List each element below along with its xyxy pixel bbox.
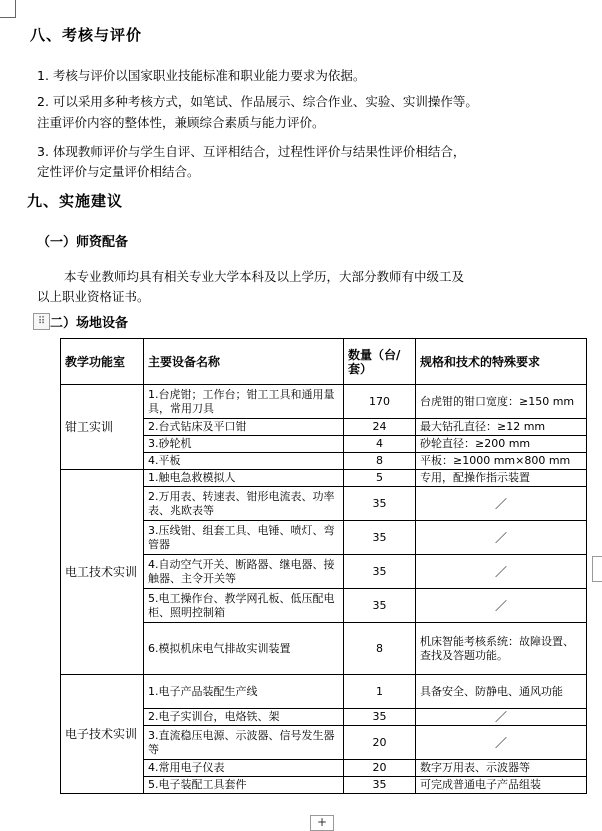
spec-cell: ／	[416, 709, 587, 726]
section-9-title: 九、实施建议	[27, 192, 124, 210]
spec-cell: 最大钻孔直径：≥12 mm	[416, 419, 587, 436]
quantity-cell: 24	[344, 419, 416, 436]
spec-cell: 数字万用表、示波器等	[416, 760, 587, 777]
header-quantity: 数量（台/套）	[344, 339, 416, 385]
equipment-name-cell: 4.平板	[144, 453, 344, 470]
paragraph-line: 1. 考核与评价以国家职业技能标准和职业能力要求为依据。	[37, 68, 366, 83]
paragraph-line: 3. 体现教师评价与学生自评、互评相结合，过程性评价与结果性评价相结合，	[37, 144, 466, 159]
quantity-cell: 20	[344, 726, 416, 760]
header-spec: 规格和技术的特殊要求	[416, 339, 587, 385]
quantity-cell: 8	[344, 453, 416, 470]
quantity-cell: 5	[344, 470, 416, 487]
quantity-cell: 20	[344, 760, 416, 777]
equipment-name-cell: 2.台式钻床及平口钳	[144, 419, 344, 436]
section-8-title: 八、考核与评价	[30, 26, 143, 44]
header-equipment: 主要设备名称	[144, 339, 344, 385]
quantity-cell: 35	[344, 777, 416, 794]
equipment-name-cell: 2.万用表、转速表、钳形电流表、功率表、兆欧表等	[144, 487, 344, 521]
equipment-name-cell: 5.电工操作台、教学网孔板、低压配电柜、照明控制箱	[144, 589, 344, 623]
quantity-cell: 170	[344, 385, 416, 419]
equipment-name-cell: 4.常用电子仪表	[144, 760, 344, 777]
quantity-cell: 1	[344, 675, 416, 709]
equipment-name-cell: 1.电子产品装配生产线	[144, 675, 344, 709]
quantity-cell: 35	[344, 709, 416, 726]
spec-cell: 具备安全、防静电、通风功能	[416, 675, 587, 709]
spec-cell: 可完成普通电子产品组装	[416, 777, 587, 794]
quantity-cell: 35	[344, 555, 416, 589]
equipment-name-cell: 1.触电急救模拟人	[144, 470, 344, 487]
spec-cell: 机床智能考核系统：故障设置、查找及答题功能。	[416, 623, 587, 675]
equipment-name-cell: 6.模拟机床电气排故实训装置	[144, 623, 344, 675]
table-row	[61, 385, 587, 419]
paragraph-line: 2. 可以采用多种考核方式，如笔试、作品展示、综合作业、实验、实训操作等。	[37, 94, 478, 109]
spec-cell: ／	[416, 487, 587, 521]
equipment-name-cell: 3.压线钳、组套工具、电锤、喷灯、弯管器	[144, 521, 344, 555]
corner-mark	[0, 17, 16, 18]
room-cell: 钳工实训	[61, 385, 144, 470]
paragraph-line: 注重评价内容的整体性，兼顾综合素质与能力评价。	[37, 115, 325, 130]
table-row	[61, 675, 587, 709]
quantity-cell: 35	[344, 487, 416, 521]
header-room: 教学功能室	[61, 339, 144, 385]
room-cell: 电工技术实训	[61, 470, 144, 675]
equipment-name-cell: 3.直流稳压电源、示波器、信号发生器等	[144, 726, 344, 760]
quantity-cell: 4	[344, 436, 416, 453]
room-cell: 电子技术实训	[61, 675, 144, 794]
spec-cell: ／	[416, 521, 587, 555]
spec-cell: 专用，配操作指示装置	[416, 470, 587, 487]
quantity-cell: 8	[344, 623, 416, 675]
quantity-cell: 35	[344, 589, 416, 623]
equipment-name-cell: 4.自动空气开关、断路器、继电器、接触器、主令开关等	[144, 555, 344, 589]
table-row	[61, 470, 587, 487]
equipment-name-cell: 5.电子装配工具套件	[144, 777, 344, 794]
quantity-cell: 35	[344, 521, 416, 555]
equipment-name-cell: 2.电子实训台，电烙铁、架	[144, 709, 344, 726]
spec-cell: ／	[416, 555, 587, 589]
page-edge-handle[interactable]	[592, 556, 602, 582]
spec-cell: ／	[416, 726, 587, 760]
spec-cell: 台虎钳的钳口宽度：≥150 mm	[416, 385, 587, 419]
subsection-title: 二）场地设备	[50, 316, 129, 331]
equipment-name-cell: 1.台虎钳；工作台；钳工工具和通用量具，常用刀具	[144, 385, 344, 419]
equipment-name-cell: 3.砂轮机	[144, 436, 344, 453]
spec-cell: ／	[416, 589, 587, 623]
add-row-button[interactable]: +	[310, 815, 334, 831]
equipment-table	[60, 338, 586, 794]
paragraph-line: 本专业教师均具有相关专业大学本科及以上学历，大部分教师有中级工及	[64, 269, 465, 284]
subsection-title: （一）师资配备	[37, 235, 129, 250]
spec-cell: 砂轮直径：≥200 mm	[416, 436, 587, 453]
spec-cell: 平板：≥1000 mm×800 mm	[416, 453, 587, 470]
table-move-handle[interactable]: ⠿	[33, 313, 50, 330]
paragraph-line: 以上职业资格证书。	[37, 289, 150, 304]
corner-mark	[15, 0, 16, 18]
paragraph-line: 定性评价与定量评价相结合。	[37, 164, 200, 179]
